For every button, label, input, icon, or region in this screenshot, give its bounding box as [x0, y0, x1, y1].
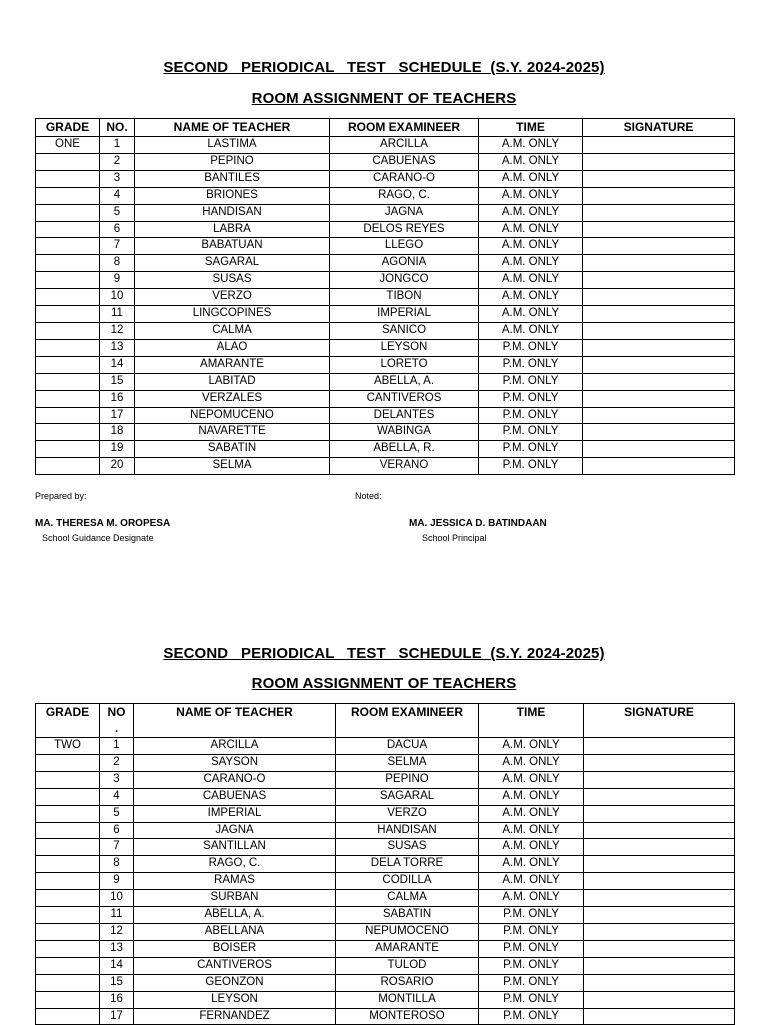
teacher-name-cell: BABATUAN	[135, 238, 330, 255]
teacher-name-cell: ALAO	[135, 339, 330, 356]
room-examineer-cell: LORETO	[330, 356, 479, 373]
time-cell: A.M. ONLY	[479, 289, 583, 306]
signature-cell[interactable]	[584, 940, 735, 957]
table-row	[36, 187, 735, 204]
schedule-title-2: SECOND PERIODICAL TEST SCHEDULE (S.Y. 2024-2025)	[163, 645, 605, 662]
table-header-row	[36, 704, 735, 738]
signature-cell[interactable]	[583, 187, 735, 204]
table-row	[36, 991, 735, 1008]
grade-cell: ONE	[36, 137, 100, 154]
signature-cell[interactable]	[584, 738, 735, 755]
signature-cell[interactable]	[584, 771, 735, 788]
grade-cell	[36, 289, 100, 306]
room-examineer-cell: LLEGO	[330, 238, 479, 255]
room-examineer-cell: SELMA	[336, 754, 479, 771]
signature-cell[interactable]	[583, 339, 735, 356]
grade-column-header: GRADE	[36, 119, 100, 137]
table-row	[36, 322, 735, 339]
time-cell: A.M. ONLY	[479, 187, 583, 204]
grade-cell	[36, 754, 100, 771]
time-cell: P.M. ONLY	[479, 957, 584, 974]
time-cell: A.M. ONLY	[479, 788, 584, 805]
number-cell: 14	[100, 356, 135, 373]
room-examineer-cell: RAGO, C.	[330, 187, 479, 204]
signature-cell[interactable]	[583, 407, 735, 424]
noter-name: MA. JESSICA D. BATINDAAN	[409, 518, 547, 529]
teacher-name-cell: SANTILLAN	[134, 839, 336, 856]
room-examineer-cell: WABINGA	[330, 424, 479, 441]
room-examineer-cell: SUSAS	[336, 839, 479, 856]
room-examineer-cell: JAGNA	[330, 204, 479, 221]
number-cell: 17	[100, 1008, 134, 1025]
table-row	[36, 771, 735, 788]
teacher-name-cell: LABRA	[135, 221, 330, 238]
examineer-column-header: ROOM EXAMINEER	[336, 704, 479, 738]
number-cell: 1	[100, 738, 134, 755]
grade-cell	[36, 204, 100, 221]
time-cell: P.M. ONLY	[479, 458, 583, 475]
number-cell: 12	[100, 923, 134, 940]
number-cell: 16	[100, 390, 135, 407]
teacher-name-cell: NEPOMUCENO	[135, 407, 330, 424]
time-cell: A.M. ONLY	[479, 306, 583, 323]
room-examineer-cell: SANICO	[330, 322, 479, 339]
table-row	[36, 873, 735, 890]
grade-cell	[36, 923, 100, 940]
signature-cell[interactable]	[584, 822, 735, 839]
signature-cell[interactable]	[583, 390, 735, 407]
grade-cell	[36, 322, 100, 339]
schedule-table-grade-two	[35, 703, 735, 1025]
teacher-column-header: NAME OF TEACHER	[134, 704, 336, 738]
grade-cell	[36, 771, 100, 788]
signature-column-header: SIGNATURE	[583, 119, 735, 137]
grade-cell	[36, 356, 100, 373]
room-assignment-subtitle-1: ROOM ASSIGNMENT OF TEACHERS	[251, 90, 517, 107]
number-cell: 8	[100, 856, 134, 873]
number-cell: 19	[100, 441, 135, 458]
room-examineer-cell: JONGCO	[330, 272, 479, 289]
signature-cell[interactable]	[583, 238, 735, 255]
teacher-name-cell: FERNANDEZ	[134, 1008, 336, 1025]
number-cell: 18	[100, 424, 135, 441]
signature-cell[interactable]	[583, 322, 735, 339]
teacher-name-cell: CABUENAS	[134, 788, 336, 805]
schedule-table-grade-one	[35, 118, 735, 475]
signature-cell[interactable]	[584, 754, 735, 771]
time-cell: A.M. ONLY	[479, 137, 583, 154]
time-cell: A.M. ONLY	[479, 170, 583, 187]
table-row	[36, 923, 735, 940]
grade-cell	[36, 991, 100, 1008]
signature-cell[interactable]	[583, 356, 735, 373]
time-cell: A.M. ONLY	[479, 839, 584, 856]
teacher-name-cell: LINGCOPINES	[135, 306, 330, 323]
teacher-name-cell: ABELLA, A.	[134, 907, 336, 924]
table-row	[36, 788, 735, 805]
time-cell: A.M. ONLY	[479, 221, 583, 238]
grade-cell	[36, 306, 100, 323]
number-cell: 7	[100, 839, 134, 856]
number-column-header: NO.	[100, 119, 135, 137]
signature-cell[interactable]	[583, 306, 735, 323]
teacher-name-cell: JAGNA	[134, 822, 336, 839]
grade-cell	[36, 856, 100, 873]
table-row	[36, 907, 735, 924]
number-cell: 4	[100, 788, 134, 805]
time-cell: P.M. ONLY	[479, 923, 584, 940]
signature-cell[interactable]	[583, 137, 735, 154]
table-row	[36, 289, 735, 306]
room-examineer-cell: DELANTES	[330, 407, 479, 424]
teacher-name-cell: PEPINO	[135, 153, 330, 170]
signature-cell[interactable]	[583, 153, 735, 170]
table-row	[36, 940, 735, 957]
table-row	[36, 153, 735, 170]
table-row	[36, 424, 735, 441]
table-row	[36, 974, 735, 991]
time-cell: A.M. ONLY	[479, 822, 584, 839]
teacher-name-cell: VERZALES	[135, 390, 330, 407]
number-cell: 10	[100, 289, 135, 306]
signature-cell[interactable]	[584, 974, 735, 991]
number-cell: 4	[100, 187, 135, 204]
signature-cell[interactable]	[584, 1008, 735, 1025]
grade-cell: TWO	[36, 738, 100, 755]
signature-cell[interactable]	[584, 907, 735, 924]
room-examineer-cell: HANDISAN	[336, 822, 479, 839]
time-cell: A.M. ONLY	[479, 890, 584, 907]
number-cell: 10	[100, 890, 134, 907]
noter-role: School Principal	[422, 533, 487, 543]
number-cell: 3	[100, 771, 134, 788]
teacher-name-cell: RAMAS	[134, 873, 336, 890]
number-cell: 11	[100, 907, 134, 924]
teacher-name-cell: IMPERIAL	[134, 805, 336, 822]
table-row	[36, 356, 735, 373]
signature-cell[interactable]	[583, 170, 735, 187]
time-column-header: TIME	[479, 704, 584, 738]
signature-cell[interactable]	[583, 458, 735, 475]
teacher-name-cell: LASTIMA	[135, 137, 330, 154]
number-cell: 2	[100, 153, 135, 170]
teacher-name-cell: SELMA	[135, 458, 330, 475]
signature-cell[interactable]	[584, 991, 735, 1008]
time-cell: A.M. ONLY	[479, 873, 584, 890]
grade-cell	[36, 805, 100, 822]
time-cell: P.M. ONLY	[479, 407, 583, 424]
table-row	[36, 441, 735, 458]
signature-cell[interactable]	[584, 788, 735, 805]
teacher-name-cell: SURBAN	[134, 890, 336, 907]
room-examineer-cell: IMPERIAL	[330, 306, 479, 323]
teacher-name-cell: GEONZON	[134, 974, 336, 991]
number-cell: 11	[100, 306, 135, 323]
teacher-name-cell: CANTIVEROS	[134, 957, 336, 974]
table-row	[36, 339, 735, 356]
grade-cell	[36, 839, 100, 856]
number-cell: 5	[100, 204, 135, 221]
table-row	[36, 204, 735, 221]
number-cell: 17	[100, 407, 135, 424]
room-examineer-cell: CABUENAS	[330, 153, 479, 170]
room-examineer-cell: PEPINO	[336, 771, 479, 788]
number-cell: 12	[100, 322, 135, 339]
number-cell: 16	[100, 991, 134, 1008]
table-row	[36, 957, 735, 974]
table-row	[36, 822, 735, 839]
teacher-name-cell: BRIONES	[135, 187, 330, 204]
grade-cell	[36, 788, 100, 805]
room-examineer-cell: VERANO	[330, 458, 479, 475]
table-row	[36, 170, 735, 187]
signature-cell[interactable]	[583, 221, 735, 238]
time-cell: P.M. ONLY	[479, 907, 584, 924]
number-cell: 13	[100, 940, 134, 957]
signature-cell[interactable]	[584, 923, 735, 940]
grade-cell	[36, 238, 100, 255]
table-row	[36, 373, 735, 390]
teacher-name-cell: RAGO, C.	[134, 856, 336, 873]
table-row	[36, 738, 735, 755]
grade-cell	[36, 873, 100, 890]
teacher-name-cell: VERZO	[135, 289, 330, 306]
room-examineer-cell: ROSARIO	[336, 974, 479, 991]
number-cell: 9	[100, 873, 134, 890]
grade-cell	[36, 940, 100, 957]
room-examineer-cell: ABELLA, A.	[330, 373, 479, 390]
room-examineer-cell: CODILLA	[336, 873, 479, 890]
teacher-name-cell: LEYSON	[134, 991, 336, 1008]
room-examineer-cell: LEYSON	[330, 339, 479, 356]
table-row	[36, 856, 735, 873]
signature-cell[interactable]	[583, 424, 735, 441]
table-row	[36, 255, 735, 272]
room-examineer-cell: CALMA	[336, 890, 479, 907]
number-column-header: NO .	[100, 704, 134, 738]
room-examineer-cell: DELOS REYES	[330, 221, 479, 238]
grade-cell	[36, 424, 100, 441]
signature-cell[interactable]	[584, 873, 735, 890]
table-row	[36, 390, 735, 407]
table-row	[36, 754, 735, 771]
signature-cell[interactable]	[583, 255, 735, 272]
room-examineer-cell: SAGARAL	[336, 788, 479, 805]
signature-cell[interactable]	[584, 957, 735, 974]
time-cell: P.M. ONLY	[479, 339, 583, 356]
teacher-name-cell: ABELLANA	[134, 923, 336, 940]
number-cell: 2	[100, 754, 134, 771]
noted-label: Noted:	[355, 491, 382, 501]
signature-cell[interactable]	[583, 441, 735, 458]
grade-cell	[36, 974, 100, 991]
table-row	[36, 890, 735, 907]
time-cell: A.M. ONLY	[479, 771, 584, 788]
grade-cell	[36, 170, 100, 187]
grade-cell	[36, 907, 100, 924]
table-row	[36, 306, 735, 323]
table-row	[36, 272, 735, 289]
signature-cell[interactable]	[583, 289, 735, 306]
grade-cell	[36, 272, 100, 289]
teacher-name-cell: CARANO-O	[134, 771, 336, 788]
number-cell: 15	[100, 974, 134, 991]
teacher-name-cell: SABATIN	[135, 441, 330, 458]
number-cell: 15	[100, 373, 135, 390]
time-cell: P.M. ONLY	[479, 974, 584, 991]
room-assignment-subtitle-2: ROOM ASSIGNMENT OF TEACHERS	[251, 675, 517, 692]
time-cell: P.M. ONLY	[479, 356, 583, 373]
table-header-row	[36, 119, 735, 137]
time-cell: A.M. ONLY	[479, 738, 584, 755]
signature-cell[interactable]	[583, 272, 735, 289]
teacher-name-cell: BANTILES	[135, 170, 330, 187]
room-examineer-cell: SABATIN	[336, 907, 479, 924]
signature-cell[interactable]	[584, 890, 735, 907]
table-row	[36, 805, 735, 822]
signature-cell[interactable]	[584, 805, 735, 822]
number-cell: 6	[100, 221, 135, 238]
number-cell: 8	[100, 255, 135, 272]
time-cell: A.M. ONLY	[479, 754, 584, 771]
time-cell: P.M. ONLY	[479, 1008, 584, 1025]
signature-cell[interactable]	[584, 839, 735, 856]
grade-column-header: GRADE	[36, 704, 100, 738]
grade-cell	[36, 458, 100, 475]
grade-cell	[36, 441, 100, 458]
preparer-name: MA. THERESA M. OROPESA	[35, 518, 171, 529]
number-cell: 5	[100, 805, 134, 822]
time-cell: A.M. ONLY	[479, 805, 584, 822]
room-examineer-cell: ABELLA, R.	[330, 441, 479, 458]
time-cell: P.M. ONLY	[479, 441, 583, 458]
room-examineer-cell: TULOD	[336, 957, 479, 974]
number-cell: 7	[100, 238, 135, 255]
teacher-name-cell: LABITAD	[135, 373, 330, 390]
teacher-column-header: NAME OF TEACHER	[135, 119, 330, 137]
table-row	[36, 458, 735, 475]
time-cell: A.M. ONLY	[479, 238, 583, 255]
time-cell: P.M. ONLY	[479, 373, 583, 390]
room-examineer-cell: MONTILLA	[336, 991, 479, 1008]
time-cell: P.M. ONLY	[479, 991, 584, 1008]
teacher-name-cell: HANDISAN	[135, 204, 330, 221]
signature-cell[interactable]	[583, 204, 735, 221]
teacher-name-cell: CALMA	[135, 322, 330, 339]
signature-column-header: SIGNATURE	[584, 704, 735, 738]
room-examineer-cell: NEPUMOCENO	[336, 923, 479, 940]
time-cell: P.M. ONLY	[479, 940, 584, 957]
grade-cell	[36, 221, 100, 238]
schedule-title-1: SECOND PERIODICAL TEST SCHEDULE (S.Y. 2024-2025)	[163, 59, 605, 76]
time-cell: A.M. ONLY	[479, 255, 583, 272]
teacher-name-cell: ARCILLA	[134, 738, 336, 755]
grade-cell	[36, 957, 100, 974]
number-cell: 14	[100, 957, 134, 974]
grade-cell	[36, 153, 100, 170]
signature-cell[interactable]	[584, 856, 735, 873]
table-row	[36, 1008, 735, 1025]
teacher-name-cell: SUSAS	[135, 272, 330, 289]
number-cell: 1	[100, 137, 135, 154]
examineer-column-header: ROOM EXAMINEER	[330, 119, 479, 137]
grade-cell	[36, 187, 100, 204]
room-examineer-cell: AGONIA	[330, 255, 479, 272]
room-examineer-cell: CARANO-O	[330, 170, 479, 187]
room-examineer-cell: TIBON	[330, 289, 479, 306]
teacher-name-cell: SAGARAL	[135, 255, 330, 272]
prepared-by-label: Prepared by:	[35, 491, 87, 501]
signature-cell[interactable]	[583, 373, 735, 390]
grade-cell	[36, 890, 100, 907]
room-examineer-cell: VERZO	[336, 805, 479, 822]
time-cell: P.M. ONLY	[479, 390, 583, 407]
table-row	[36, 407, 735, 424]
grade-cell	[36, 373, 100, 390]
number-cell: 3	[100, 170, 135, 187]
teacher-name-cell: AMARANTE	[135, 356, 330, 373]
teacher-name-cell: NAVARETTE	[135, 424, 330, 441]
time-cell: A.M. ONLY	[479, 856, 584, 873]
room-examineer-cell: DELA TORRE	[336, 856, 479, 873]
preparer-role: School Guidance Designate	[42, 533, 154, 543]
grade-cell	[36, 255, 100, 272]
table-row	[36, 221, 735, 238]
time-cell: A.M. ONLY	[479, 272, 583, 289]
number-cell: 6	[100, 822, 134, 839]
table-row	[36, 137, 735, 154]
grade-cell	[36, 339, 100, 356]
grade-cell	[36, 390, 100, 407]
room-examineer-cell: CANTIVEROS	[330, 390, 479, 407]
room-examineer-cell: ARCILLA	[330, 137, 479, 154]
table-row	[36, 238, 735, 255]
room-examineer-cell: MONTEROSO	[336, 1008, 479, 1025]
number-cell: 20	[100, 458, 135, 475]
room-examineer-cell: DACUA	[336, 738, 479, 755]
teacher-name-cell: BOISER	[134, 940, 336, 957]
teacher-name-cell: SAYSON	[134, 754, 336, 771]
table-row	[36, 839, 735, 856]
time-cell: A.M. ONLY	[479, 153, 583, 170]
time-cell: A.M. ONLY	[479, 322, 583, 339]
grade-cell	[36, 822, 100, 839]
time-cell: A.M. ONLY	[479, 204, 583, 221]
grade-cell	[36, 407, 100, 424]
grade-cell	[36, 1008, 100, 1025]
time-column-header: TIME	[479, 119, 583, 137]
time-cell: P.M. ONLY	[479, 424, 583, 441]
number-cell: 9	[100, 272, 135, 289]
room-examineer-cell: AMARANTE	[336, 940, 479, 957]
number-cell: 13	[100, 339, 135, 356]
